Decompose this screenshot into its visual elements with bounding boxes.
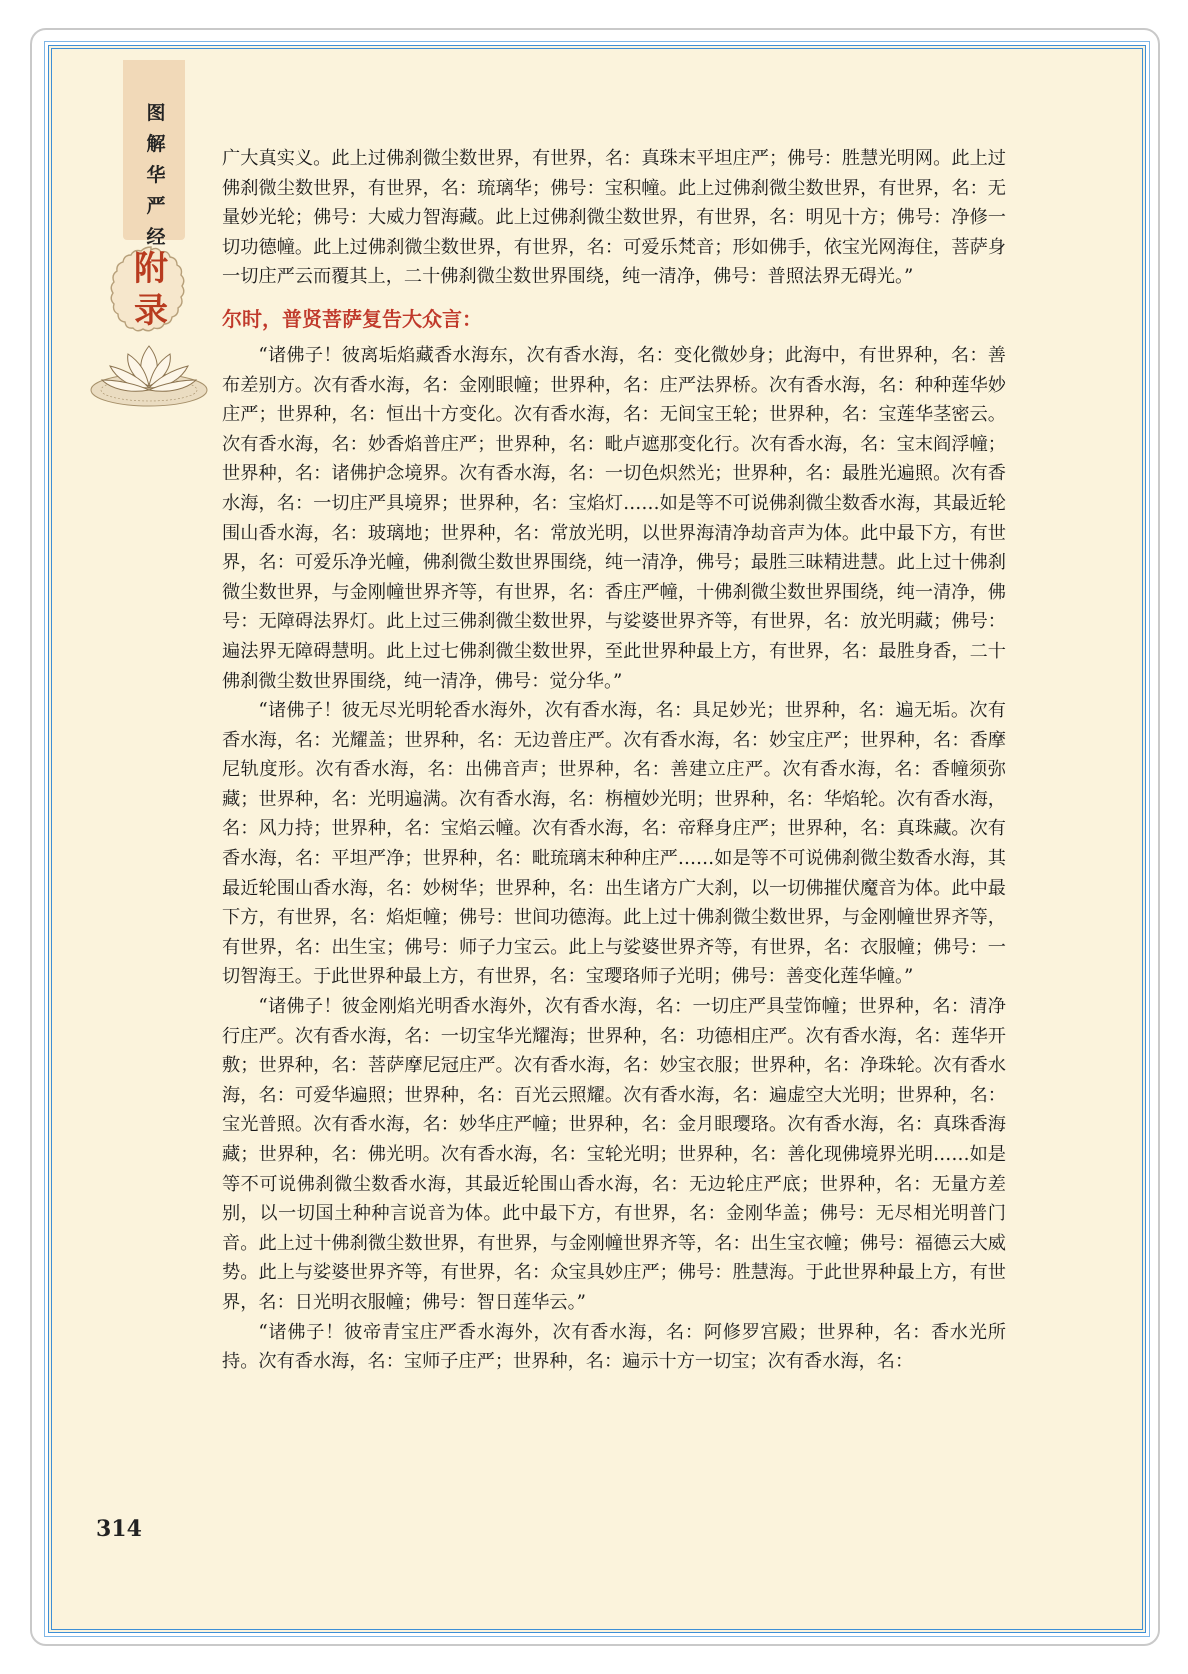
- paragraph-3: “诸佛子！彼金刚焰光明香水海外，次有香水海，名：一切庄严具莹饰幢；世界种，名：清净行庄严。次有香水海，名：一切宝华光耀海；世界种，名：功德相庄严。次有香水海，名：莲华开敷；世界种，名：菩萨摩尼冠庄严。次有香水海，名：妙宝衣服；世界种，名：净珠轮。次有香水海，名：可爱华遍照；世界种，名：百光云照耀。次有香水海，名：遍虚空大光明；世界种，名：宝光普照。次有香水海，名：妙华庄严幢；世界种，名：金月眼璎珞。次有香水海，名：真珠香海藏；世界种，名：佛光明。次有香水海，名：宝轮光明；世界种，名：善化现佛境界光明……如是等不可说佛刹微尘数香水海，其最近轮围山香水海，名：无边轮庄严底；世界种，名：无量方差别，以一切国土种种言说音为体。此中最下方，有世界，名：金刚华盖；佛号：无尽相光明普门音。此上过十佛刹微尘数世界，有世界，与金刚幢世界齐等，名：出生宝衣幢；佛号：福德云大威势。此上与娑婆世界齐等，有世界，名：众宝具妙庄严；佛号：胜慧海。于此世界种最上方，有世界，名：日光明衣服幢；佛号：智日莲华云。”: [222, 996, 1006, 1313]
- appendix-label-char-2: 录: [134, 291, 168, 331]
- appendix-label-char-1: 附: [134, 249, 168, 289]
- paragraph-4: “诸佛子！彼帝青宝庄严香水海外，次有香水海，名：阿修罗宫殿；世界种，名：香水光所持。次有香水海，名：宝师子庄严；世界种，名：遍示十方一切宝；次有香水海，名：: [222, 1321, 1006, 1373]
- appendix-label: [104, 248, 198, 332]
- book-title-vertical: 图解华严经: [146, 102, 166, 248]
- section-heading: 尔时，普贤菩萨复告大众言：: [222, 306, 482, 331]
- paragraph-intro: 广大真实义。此上过佛刹微尘数世界，有世界，名：真珠末平坦庄严；佛号：胜慧光明网。此上过佛刹微尘数世界，有世界，名：琉璃华；佛号：宝积幢。此上过佛刹微尘数世界，有世界，名：无量妙光轮；佛号：大威力智海藏。此上过佛刹微尘数世界，有世界，名：明见十方；佛号：净修一切功德幢。此上过佛刹微尘数世界，有世界，名：可爱乐梵音；形如佛手，依宝光网海住，菩萨身一切庄严云而覆其上，二十佛刹微尘数世界围绕，纯一清净，佛号：普照法界无碍光。”: [222, 148, 1006, 288]
- paragraph-1: “诸佛子！彼离垢焰藏香水海东，次有香水海，名：变化微妙身；此海中，有世界种，名：善布差别方。次有香水海，名：金刚眼幢；世界种，名：庄严法界桥。次有香水海，名：种种莲华妙庄严；世界种，名：恒出十方变化。次有香水海，名：无间宝王轮；世界种，名：宝莲华茎密云。次有香水海，名：妙香焰普庄严；世界种，名：毗卢遮那变化行。次有香水海，名：宝末阎浮幢；世界种，名：诸佛护念境界。次有香水海，名：一切色炽然光；世界种，名：最胜光遍照。次有香水海，名：一切庄严具境界；世界种，名：宝焰灯……如是等不可说佛刹微尘数香水海，其最近轮围山香水海，名：玻璃地；世界种，名：常放光明，以世界海清净劫音声为体。此中最下方，有世界，名：可爱乐净光幢，佛刹微尘数世界围绕，纯一清净，佛号；最胜三昧精进慧。此上过十佛刹微尘数世界，与金刚幢世界齐等，有世界，名：香庄严幢，十佛刹微尘数世界围绕，纯一清净，佛号：无障碍法界灯。此上过三佛刹微尘数世界，与娑婆世界齐等，有世界，名：放光明藏；佛号：遍法界无障碍慧明。此上过七佛刹微尘数世界，至此世界种最上方，有世界，名：最胜身香，二十佛刹微尘数世界围绕，纯一清净，佛号：觉分华。”: [222, 344, 1006, 692]
- paragraph-2: “诸佛子！彼无尽光明轮香水海外，次有香水海，名：具足妙光；世界种，名：遍无垢。次有香水海，名：光耀盖；世界种，名：无边普庄严。次有香水海，名：妙宝庄严；世界种，名：香摩尼轨度形。次有香水海，名：出佛音声；世界种，名：善建立庄严。次有香水海，名：香幢须弥藏；世界种，名：光明遍满。次有香水海，名：栴檀妙光明；世界种，名：华焰轮。次有香水海，名：风力持；世界种，名：宝焰云幢。次有香水海，名：帝释身庄严；世界种，名：真珠藏。次有香水海，名：平坦严净；世界种，名：毗琉璃末种种庄严……如是等不可说佛刹微尘数香水海，其最近轮围山香水海，名：妙树华；世界种，名：出生诸方广大刹，以一切佛摧伏魔音为体。此中最下方，有世界，名：焰炬幢；佛号：世间功德海。此上过十佛刹微尘数世界，与金刚幢世界齐等，有世界，名：出生宝；佛号：师子力宝云。此上与娑婆世界齐等，有世界，名：衣服幢；佛号：一切智海王。于此世界种最上方，有世界，名：宝璎珞师子光明；佛号：善变化莲华幢。”: [222, 700, 1006, 988]
- lotus-icon: [86, 340, 212, 410]
- page-number: 314: [96, 1516, 142, 1542]
- main-content: [222, 144, 1006, 1377]
